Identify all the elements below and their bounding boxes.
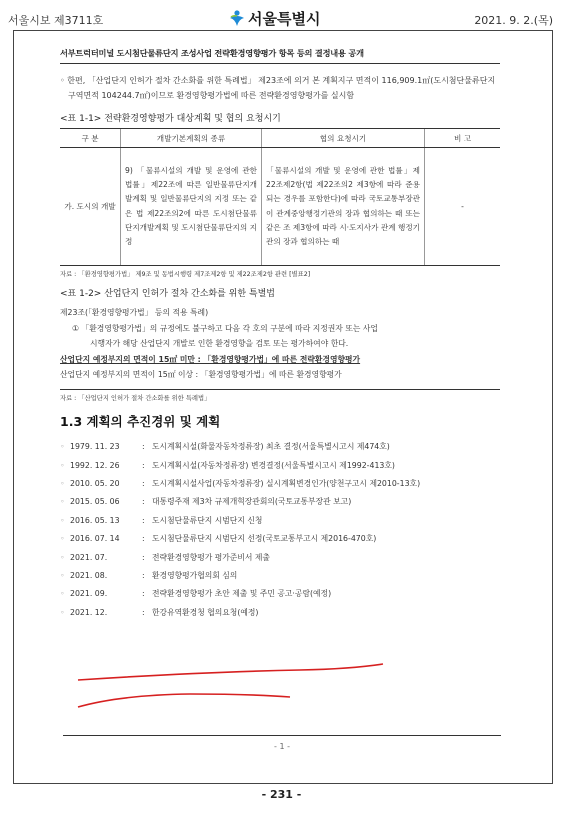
history-text: 환경영향평가협의회 심의 bbox=[152, 570, 238, 580]
history-date: 2016. 05. 13 bbox=[70, 515, 120, 525]
special-line: 산업단지 예정부지의 면적이 15㎡ 이상 : 「환경영향평가법」에 따른 환경영향평가 bbox=[60, 370, 342, 379]
page-number: - 231 - bbox=[261, 788, 302, 801]
footer-rule bbox=[63, 735, 501, 736]
history-text: 도시계획시설사업(자동차정류장) 실시계획변경인가(양천구고시 제2010-13호) bbox=[152, 478, 421, 488]
history-date: 2021. 07. bbox=[70, 552, 108, 562]
special-line: 시행자가 해당 산업단지 개발로 인한 환경영향을 검토 또는 평가하여야 한다. bbox=[90, 339, 349, 348]
bullet-icon: ◦ bbox=[60, 442, 65, 452]
history-text: 도시첨단물류단지 시범단지 신청 bbox=[152, 515, 263, 525]
list-item: ◦ 2010. 05. 20 : 도시계획시설사업(자동차정류장) 실시계획변경인가(양천구고시 제2010-13호) bbox=[60, 474, 500, 492]
history-date: 1979. 11. 23 bbox=[70, 442, 120, 452]
list-item: ◦ 2021. 09. : 전략환경영향평가 초안 제출 및 주민 공고·공람(예정) bbox=[60, 585, 500, 603]
list-item: ◦ 1979. 11. 23 : 도시계획시설(화물자동차정류장) 최초 결정(서울특별시고시 제474호) bbox=[60, 438, 500, 456]
cell-category: 가. 도시의 개발 bbox=[60, 148, 121, 266]
bullet-icon: ◦ bbox=[60, 497, 65, 507]
bullet-icon: ◦ bbox=[60, 534, 65, 544]
list-item: ◦ 2015. 05. 06 : 대통령주재 제3차 규제개혁장관회의(국토교통부장관 보고) bbox=[60, 493, 500, 511]
table2-source: 자료 : 「산업단지 인허가 절차 간소화를 위한 특례법」 bbox=[60, 389, 500, 402]
table2-caption: <표 1-2> 산업단지 인허가 절차 간소화를 위한 특별법 bbox=[60, 289, 275, 299]
list-item: ◦ 2016. 05. 13 : 도시첨단물류단지 시범단지 신청 bbox=[60, 511, 500, 529]
history-date: 2021. 12. bbox=[70, 607, 108, 617]
bullet-icon: ◦ bbox=[60, 607, 65, 617]
history-date: 2015. 05. 06 bbox=[70, 497, 120, 507]
special-line: ① 「환경영향평가법」의 규정에도 불구하고 다음 각 호의 구분에 따라 지정권자 또는 사업 bbox=[72, 323, 378, 333]
history-date: 2010. 05. 20 bbox=[70, 478, 120, 488]
history-date: 2021. 08. bbox=[70, 570, 108, 580]
red-underline-1 bbox=[78, 664, 383, 680]
history-date: 2016. 07. 14 bbox=[70, 534, 120, 544]
cell-plan: 9) 「물류시설의 개발 및 운영에 관한 법률」제22조에 따른 일반물류단지개발계획 및 일반물류단지의 지정 또는 같은 법 제22조의2에 따른 도시첨단물류단지개발계획 및 도시첨단물류단지의 지정 bbox=[121, 148, 262, 266]
history-text: 도시계획시설(화물자동차정류장) 최초 결정(서울특별시고시 제474호) bbox=[152, 442, 390, 452]
publish-date: 2021. 9. 2.(목) bbox=[474, 14, 553, 27]
red-underline-2 bbox=[78, 694, 290, 707]
special-line: 제23조(「환경영향평가법」 등의 적용 특례) bbox=[60, 308, 209, 317]
section-title: 1.3 계획의 추진경위 및 계획 bbox=[60, 413, 221, 429]
doc-title: 서부트럭터미널 도시첨단물류단지 조성사업 전략환경영향평가 항목 등의 결정내용 공개 bbox=[60, 48, 500, 64]
table-header: 구 분 bbox=[60, 129, 121, 148]
logo-text: 서울특별시 bbox=[248, 9, 321, 28]
bullet-icon: ◦ bbox=[60, 570, 65, 580]
list-item: ◦ 2021. 08. : 환경영향평가협의회 심의 bbox=[60, 566, 500, 584]
history-date: 1992. 12. 26 bbox=[70, 460, 120, 470]
list-item: ◦ 1992. 12. 26 : 도시계획시설(자동차정류장) 변경결정(서울특별시고시 제1992-413호) bbox=[60, 456, 500, 474]
history-date: 2021. 09. bbox=[70, 589, 108, 599]
history-text: 전략환경영향평가 평가준비서 제출 bbox=[152, 552, 270, 562]
table1-caption: <표 1-1> 전략환경영향평가 대상계획 및 협의 요청시기 bbox=[60, 114, 281, 124]
table-header: 협의 요청시기 bbox=[262, 129, 425, 148]
inner-page-number: - 1 - bbox=[274, 742, 290, 751]
history-text: 대통령주재 제3차 규제개혁장관회의(국토교통부장관 보고) bbox=[152, 497, 352, 507]
list-item: ◦ 2021. 07. : 전략환경영향평가 평가준비서 제출 bbox=[60, 548, 500, 566]
bullet-icon: ◦ bbox=[60, 552, 65, 562]
history-text: 한강유역환경청 협의요청(예정) bbox=[152, 607, 259, 617]
list-item: ◦ 2021. 12. : 한강유역환경청 협의요청(예정) bbox=[60, 603, 500, 621]
history-text: 도시계획시설(자동차정류장) 변경결정(서울특별시고시 제1992-413호) bbox=[152, 460, 395, 470]
table1-source: 자료 : 「환경영향평가법」 제9조 및 동법시행령 제7조제2항 및 제22조제2항 관련 [별표2] bbox=[60, 271, 311, 278]
table-header: 비 고 bbox=[425, 129, 501, 148]
cell-note: - bbox=[425, 148, 501, 266]
bullet-icon: ◦ bbox=[60, 460, 65, 470]
special-line-emphasis: 산업단지 예정부지의 면적이 15㎡ 미만 : 「환경영향평가법」에 따른 전략환경영향평가 bbox=[60, 354, 361, 364]
list-item: ◦ 2016. 07. 14 : 도시첨단물류단지 시범단지 선정(국토교통부고시 제2016-470호) bbox=[60, 529, 500, 547]
cell-timing: 「물류시설의 개발 및 운영에 관한 법률」제22조제2항(법 제22조의2 제3항에 따라 준용되는 경우를 포함한다)에 따라 국토교통부장관이 관계중앙행정기관의 장과 협의하는 때 또는 같은 조 제3항에 따라 시·도지사가 관계 행정기관의 장과 협의하는 때 bbox=[262, 148, 425, 266]
bullet-icon: ◦ bbox=[60, 515, 65, 525]
intro-paragraph: ◦ 한편, 「산업단지 인허가 절차 간소화를 위한 특례법」 제23조에 의거 본 계획지구 면적이 116,909.1㎡(도시첨단물류단지 구역면적 104244.7㎡)이므로 환경영향평가법에 따른 전략환경영향평가를 실시함 bbox=[60, 76, 496, 100]
gazette-number: 서울시보 제3711호 bbox=[8, 14, 104, 27]
table-header: 개발기본계획의 종류 bbox=[121, 129, 262, 148]
bullet-icon: ◦ bbox=[60, 478, 65, 488]
history-text: 도시첨단물류단지 시범단지 선정(국토교통부고시 제2016-470호) bbox=[152, 534, 377, 544]
history-text: 전략환경영향평가 초안 제출 및 주민 공고·공람(예정) bbox=[152, 589, 332, 599]
bullet-icon: ◦ bbox=[60, 589, 65, 599]
